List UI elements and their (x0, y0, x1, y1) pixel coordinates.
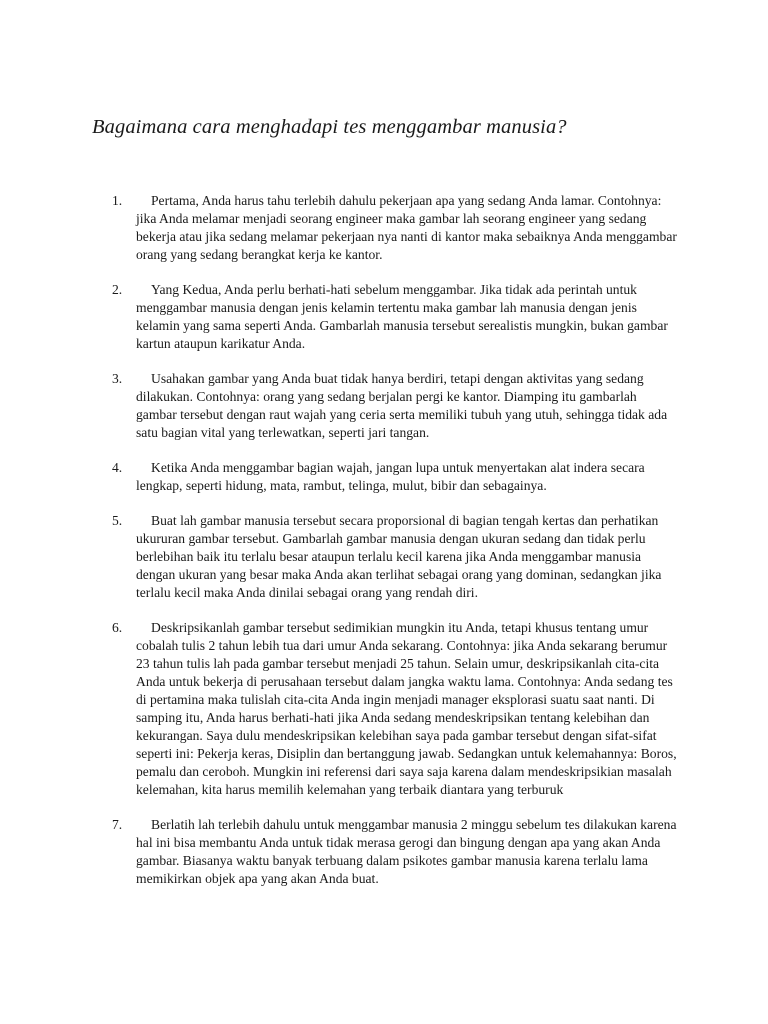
list-item-number: 2. (112, 282, 123, 297)
list-item-4 (0, 459, 768, 495)
list-item-text: Pertama, Anda harus tahu terlebih dahulu pekerjaan apa yang sedang Anda lamar. Contohnya: jika Anda melamar menjadi seorang engineer maka gambar lah seorang engineer yang sedang bekerja atau jika sedang melamar pekerjaan nya nanti di kantor maka sebaiknya Anda menggambar orang yang sedang berangkat kerja ke kantor. (136, 193, 677, 262)
document-title: Bagaimana cara menghadapi tes menggambar manusia? (92, 116, 567, 138)
list-item-7 (0, 816, 768, 888)
list-item-5 (0, 512, 768, 602)
tips-list (0, 192, 768, 905)
list-item-number: 5. (112, 513, 123, 528)
list-item-1 (0, 192, 768, 264)
list-item-number: 3. (112, 371, 123, 386)
list-item-number: 4. (112, 460, 123, 475)
list-item-6 (0, 619, 768, 799)
list-item-text: Usahakan gambar yang Anda buat tidak hanya berdiri, tetapi dengan aktivitas yang sedang dilakukan. Contohnya: orang yang sedang berjalan pergi ke kantor. Diamping itu gambarlah gambar tersebut dengan raut wajah yang ceria serta memiliki tubuh yang utuh, sehingga tidak ada satu bagian vital yang terlewatkan, seperti jari tangan. (136, 371, 668, 440)
list-item-text: Yang Kedua, Anda perlu berhati-hati sebelum menggambar. Jika tidak ada perintah untuk menggambar manusia dengan jenis kelamin tertentu maka gambar lah manusia dengan jenis kelamin yang sama seperti Anda. Gambarlah manusia tersebut serealistis mungkin, bukan gambar kartun ataupun karikatur Anda. (136, 282, 668, 351)
list-item-text: Ketika Anda menggambar bagian wajah, jangan lupa untuk menyertakan alat indera secara lengkap, seperti hidung, mata, rambut, telinga, mulut, bibir dan sebagainya. (136, 460, 645, 493)
list-item-text: Buat lah gambar manusia tersebut secara proporsional di bagian tengah kertas dan perhatikan ukururan gambar tersebut. Gambarlah gambar manusia dengan ukuran sedang dan tidak perlu berlebihan baik itu terlalu besar ataupun terlalu kecil karena jika Anda menggambar manusia dengan ukuran yang besar maka Anda akan terlihat sebagai orang yang dominan, sedangkan jika terlalu kecil maka Anda dinilai sebagai orang yang rendah diri. (136, 513, 662, 600)
list-item-text: Deskripsikanlah gambar tersebut sedimikian mungkin itu Anda, tetapi khusus tentang umur cobalah tulis 2 tahun lebih tua dari umur Anda sekarang. Contohnya: jika Anda sekarang berumur 23 tahun tulis lah pada gambar tersebut menjadi 25 tahun. Selain umur, deskripsikanlah cita-cita Anda untuk bekerja di perusahaan tersebut dalam jangka waktu lama. Contohnya: Anda sedang tes di pertamina maka tulislah cita-cita Anda ingin menjadi manager eksplorasi suatu saat nanti. Di samping itu, Anda harus berhati-hati jika Anda sedang mendeskripsikan tentang kelebihan dan kekurangan. Saya dulu mendeskripsikan kelebihan saya pada gambar tersebut dengan sifat-sifat seperti ini: Pekerja keras, Disiplin dan bertanggung jawab. Sedangkan untuk kelemahannya: Boros, pemalu dan ceroboh. Mungkin ini referensi dari saya saja karena dalam mendeskripsikian masalah kelemahan, kita harus memilih kelemahan yang terbaik diantara yang terburuk (136, 620, 677, 797)
list-item-number: 1. (112, 193, 123, 208)
list-item-number: 7. (112, 817, 123, 832)
list-item-2 (0, 281, 768, 353)
list-item-text: Berlatih lah terlebih dahulu untuk menggambar manusia 2 minggu sebelum tes dilakukan karena hal ini bisa membantu Anda untuk tidak merasa gerogi dan bingung dengan apa yang akan Anda gambar. Biasanya waktu banyak terbuang dalam psikotes gambar manusia karena terlalu lama memikirkan objek apa yang akan Anda buat. (136, 817, 677, 886)
list-item-3 (0, 370, 768, 442)
list-item-number: 6. (112, 620, 123, 635)
